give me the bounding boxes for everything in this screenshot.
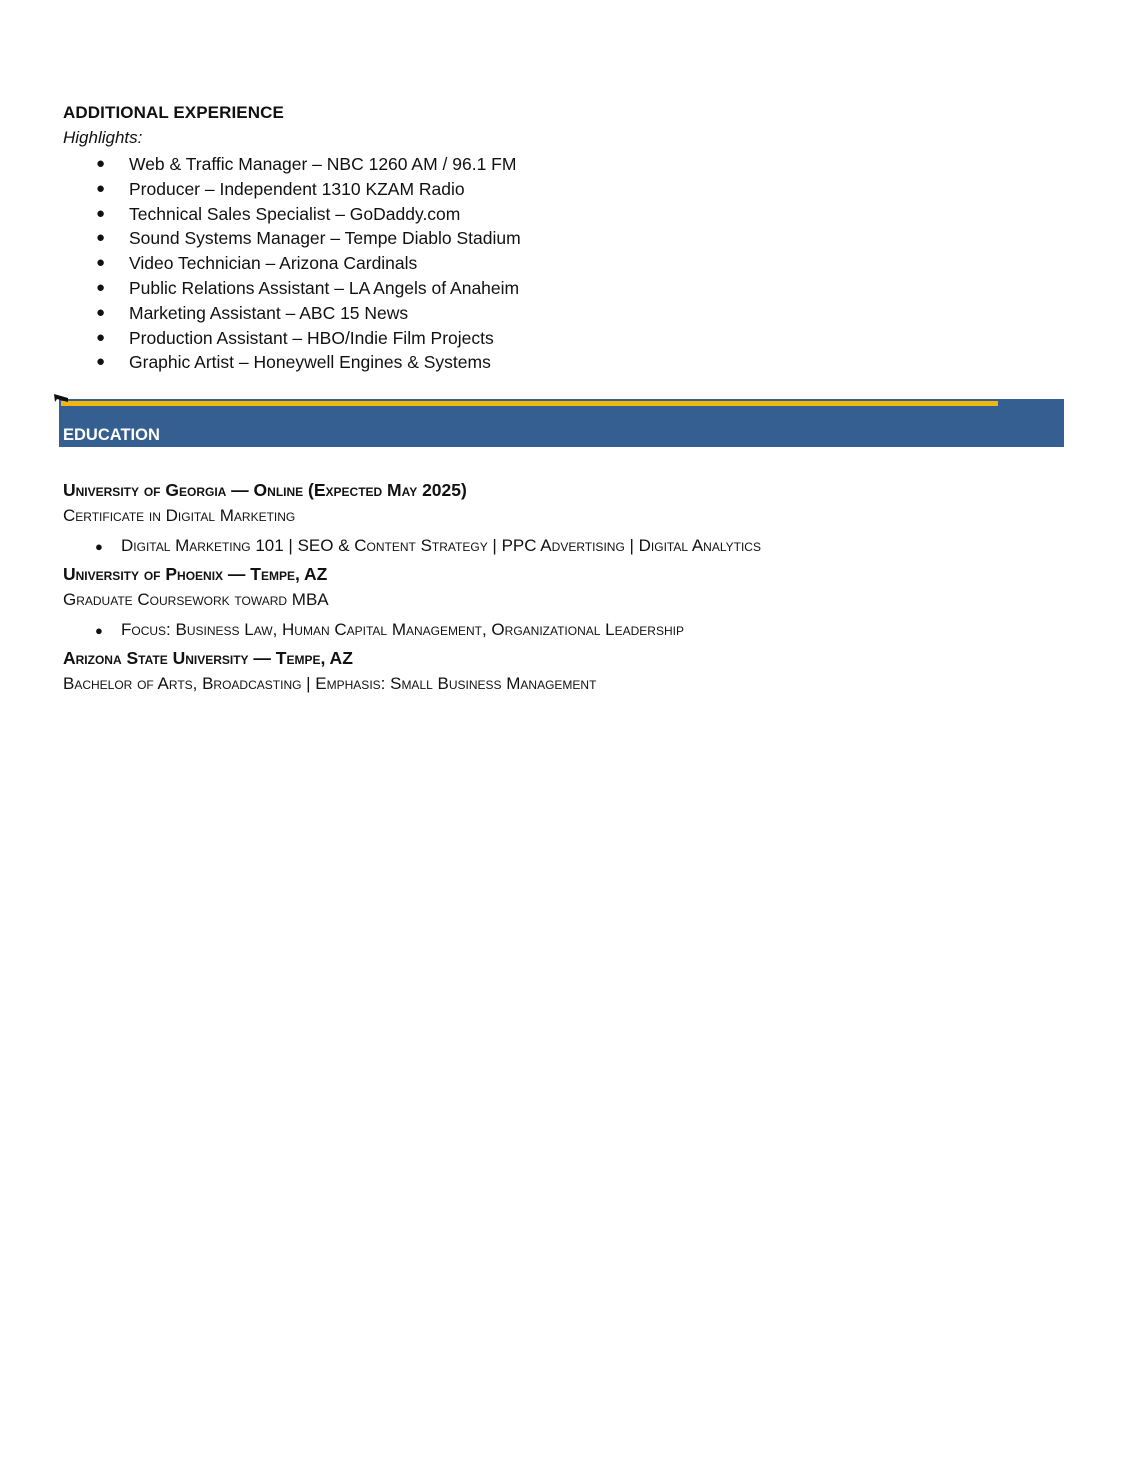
degree-name: Graduate Coursework toward MBA bbox=[63, 590, 329, 609]
bullet-icon: ● bbox=[95, 623, 103, 638]
focus-text: Focus: Business Law, Human Capital Management, Organizational Leadership bbox=[121, 620, 684, 639]
school-name: Arizona State University — Tempe, AZ bbox=[63, 648, 353, 668]
experience-item-text: Production Assistant – HBO/Indie Film Projects bbox=[129, 327, 494, 348]
list-item bbox=[95, 536, 761, 556]
bullet-icon: ● bbox=[96, 155, 106, 172]
bullet-icon: ● bbox=[95, 539, 103, 554]
list-item bbox=[0, 276, 521, 301]
list-item bbox=[0, 177, 521, 202]
experience-item-text: Video Technician – Arizona Cardinals bbox=[129, 253, 418, 274]
experience-item-text: Public Relations Assistant – LA Angels of Anaheim bbox=[129, 277, 520, 298]
education-accent-line bbox=[61, 401, 998, 406]
experience-item-text: Web & Traffic Manager – NBC 1260 AM / 96.1 FM bbox=[129, 154, 517, 174]
bullet-icon: ● bbox=[96, 278, 106, 296]
list-item bbox=[0, 350, 521, 375]
degree-name: Certificate in Digital Marketing bbox=[63, 506, 296, 525]
additional-experience-heading: ADDITIONAL EXPERIENCE bbox=[63, 103, 284, 122]
list-item bbox=[0, 301, 521, 326]
bullet-icon: ● bbox=[96, 353, 106, 371]
bullet-icon: ● bbox=[96, 179, 106, 197]
list-item bbox=[0, 251, 521, 276]
education-heading: EDUCATION bbox=[63, 426, 160, 444]
highlights-label: Highlights: bbox=[63, 128, 143, 147]
experience-item-text: Graphic Artist – Honeywell Engines & Systems bbox=[129, 352, 491, 373]
school-name: University of Georgia — Online (Expected May 2025) bbox=[63, 480, 467, 500]
list-item bbox=[0, 326, 521, 351]
experience-item-text: Marketing Assistant – ABC 15 News bbox=[129, 302, 409, 323]
experience-item-text: Sound Systems Manager – Tempe Diablo Stadium bbox=[129, 228, 521, 249]
experience-item-text: Producer – Independent 1310 KZAM Radio bbox=[129, 178, 465, 199]
experience-list bbox=[0, 152, 521, 375]
degree-name: Bachelor of Arts, Broadcasting | Emphasis: Small Business Management bbox=[63, 674, 597, 693]
bullet-icon: ● bbox=[96, 328, 106, 346]
bullet-icon: ● bbox=[96, 204, 106, 222]
list-item bbox=[0, 226, 521, 251]
bullet-icon: ● bbox=[96, 229, 106, 247]
coursework-text: Digital Marketing 101 | SEO & Content Strategy | PPC Advertising | Digital Analytics bbox=[121, 536, 761, 555]
education-header-band bbox=[59, 399, 1064, 447]
list-item bbox=[0, 152, 521, 177]
bullet-icon: ● bbox=[96, 303, 106, 321]
experience-item-text: Technical Sales Specialist – GoDaddy.com bbox=[129, 203, 461, 224]
bullet-icon: ● bbox=[96, 254, 106, 272]
corner-mark-icon bbox=[52, 393, 70, 403]
school-name: University of Phoenix — Tempe, AZ bbox=[63, 564, 328, 584]
list-item bbox=[95, 620, 684, 640]
list-item bbox=[0, 202, 521, 227]
